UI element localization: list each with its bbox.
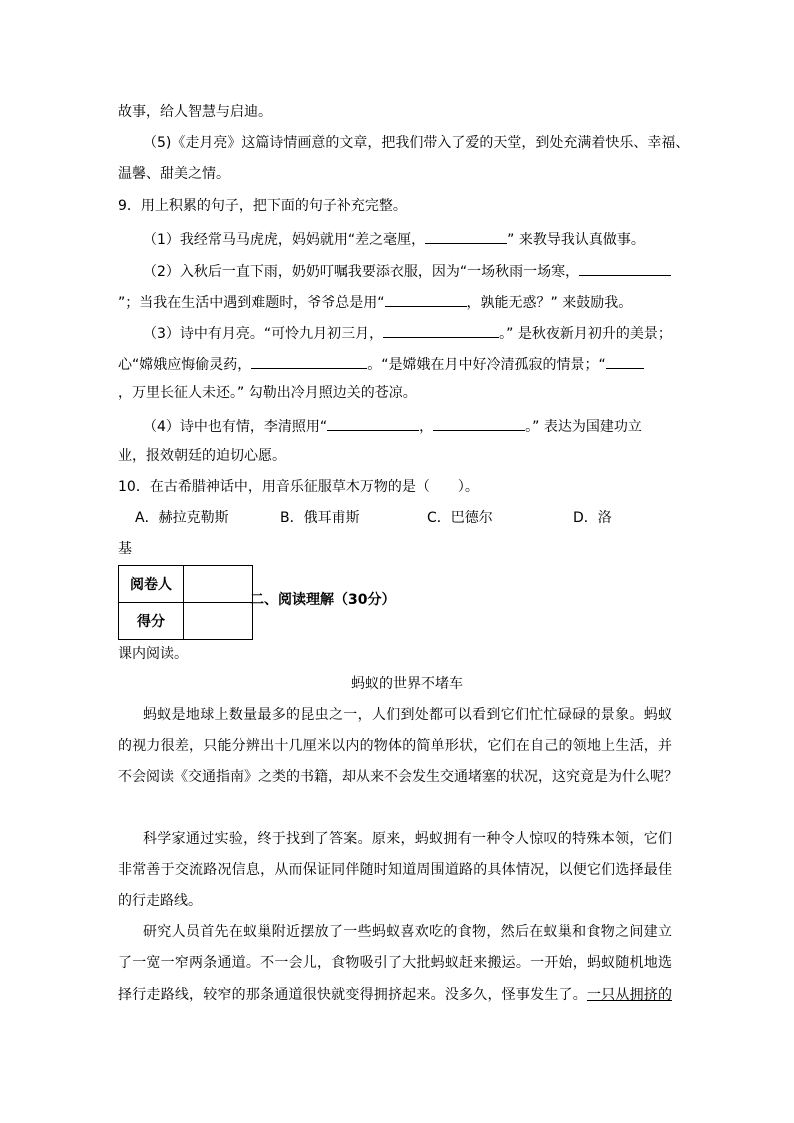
text-line: 故事，给人智慧与启迪。 (118, 104, 272, 120)
question-9-2-cont (118, 290, 632, 310)
score-table (118, 565, 253, 640)
text-line: ，万里长征人未还。” 勾勒出冷月照边关的苍凉。 (118, 385, 417, 401)
option-b[interactable]: B．俄耳甫斯 (280, 510, 360, 526)
text-line: 业，报效朝廷的迫切心愿。 (118, 448, 286, 464)
text: （3）诗中有月亮。“可怜九月初三月， (143, 326, 384, 342)
paragraph-line: 非常善于交流路况信息，从而保证同伴随时知道周围道路的具体情况，以便它们选择最佳 (118, 862, 672, 878)
question-9-2 (143, 259, 671, 279)
question-9-3 (143, 321, 672, 341)
underlined-text: 一只从拥挤的 (586, 987, 673, 1003)
score-label: 得分 (119, 603, 184, 640)
text: （1）我经常马马虎虎，妈妈就用“差之毫厘， (143, 232, 426, 248)
answer-blank[interactable] (579, 259, 671, 276)
paragraph-line: 了一宽一窄两条通道。不一会儿，食物吸引了大批蚂蚁赶来搬运。一开始，蚂蚁随机地选 (118, 955, 672, 971)
text: （4）诗中也有情，李清照用“ (143, 419, 328, 435)
text-line: （5)《走月亮》这篇诗情画意的文章，把我们带入了爱的天堂，到处充满着快乐、幸福、 (143, 135, 690, 151)
section-heading: 二、阅读理解（30分） (250, 592, 396, 608)
question-9-1 (143, 227, 645, 247)
question-9-3-cont (118, 352, 644, 372)
paragraph-line: 研究人员首先在蚁巢附近摆放了一些蚂蚁喜欢吃的食物，然后在蚁巢和食物之间建立 (143, 924, 672, 940)
text: ” 来教导我认真做事。 (507, 232, 645, 248)
option-d-cont: 基 (118, 541, 132, 557)
paragraph-line: 科学家通过实验，终于找到了答案。原来，蚂蚁拥有一种令人惊叹的特殊本领，它们 (143, 831, 672, 847)
answer-blank[interactable] (327, 414, 419, 431)
text: （2）入秋后一直下雨，奶奶叮嘱我要添衣服，因为“一场秋雨一场寒， (143, 264, 580, 280)
reviewer-label: 阅卷人 (119, 566, 184, 603)
answer-blank[interactable] (606, 352, 644, 369)
answer-blank[interactable] (433, 414, 525, 431)
question-9-4 (143, 414, 642, 434)
text: 。” 是秋夜新月初升的美景； (499, 326, 672, 342)
text: 。“是嫦娥在月中好冷清孤寂的情景；“ (367, 357, 606, 373)
question-9: 9．用上积累的句子，把下面的句子补充完整。 (118, 198, 407, 214)
reviewer-cell[interactable] (184, 566, 253, 603)
paragraph-line: 不会阅读《交通指南》之类的书籍，却从来不会发生交通堵塞的状况，这究竟是为什么呢？ (118, 769, 678, 785)
text: 。” 表达为国建功立 (525, 419, 642, 435)
answer-blank[interactable] (425, 227, 507, 244)
answer-blank[interactable] (251, 352, 367, 369)
text-line: 温馨、甜美之情。 (118, 166, 230, 182)
paragraph-line: 蚂蚁是地球上数量最多的昆虫之一，人们到处都可以看到它们忙忙碌碌的景象。蚂蚁 (143, 707, 672, 723)
paragraph-line: 的视力很差，只能分辨出十几厘米以内的物体的简单形状，它们在自己的领地上生活，并 (118, 738, 672, 754)
text: ”；当我在生活中遇到难题时，爷爷总是用“ (118, 295, 385, 311)
option-a[interactable]: A．赫拉克勒斯 (135, 510, 229, 526)
option-d[interactable]: D．洛 (573, 510, 612, 526)
paragraph-line: 的行走路线。 (118, 893, 202, 909)
text: 择行走路线，较窄的那条通道很快就变得拥挤起来。没多久，怪事发生了。 (118, 987, 587, 1003)
option-c[interactable]: C．巴德尔 (427, 510, 493, 526)
answer-blank[interactable] (385, 290, 467, 307)
paragraph-line (118, 985, 672, 1005)
reading-intro: 课内阅读。 (118, 646, 188, 662)
answer-blank[interactable] (383, 321, 499, 338)
article-title: 蚂蚁的世界不堵车 (351, 676, 463, 692)
question-10: 10．在古希腊神话中，用音乐征服草木万物的是（ ）。 (118, 479, 479, 495)
score-cell[interactable] (184, 603, 253, 640)
text: ， (419, 419, 434, 435)
text: ，孰能无惑？” 来鼓励我。 (466, 295, 633, 311)
text: 心“嫦娥应悔偷灵药， (118, 357, 252, 373)
